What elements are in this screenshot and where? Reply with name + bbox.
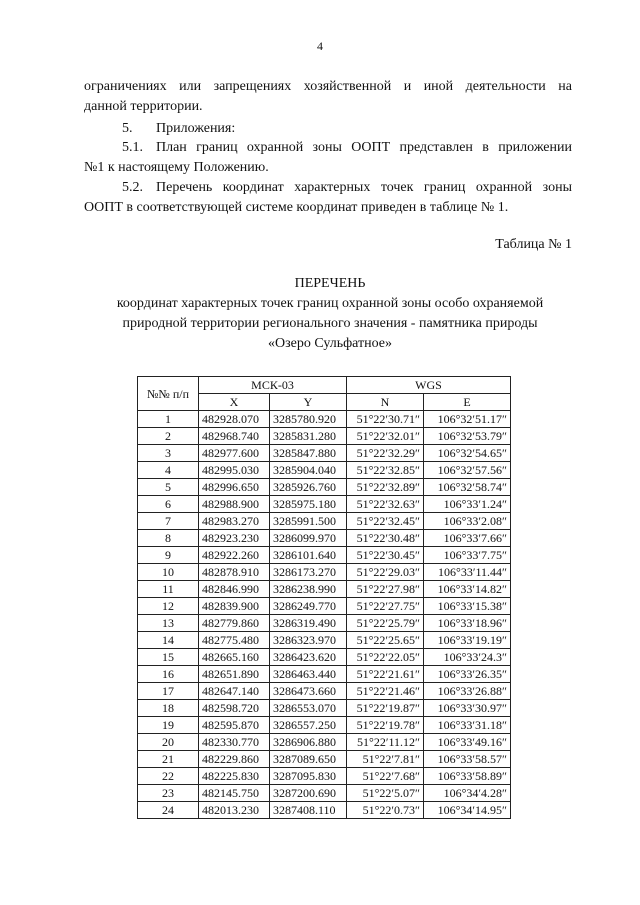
cell-n: 51°22′7.68″ <box>347 768 424 785</box>
cell-n: 51°22′32.45″ <box>347 513 424 530</box>
cell-x: 482995.030 <box>199 462 270 479</box>
cell-x: 482665.160 <box>199 649 270 666</box>
cell-y: 3286323.970 <box>270 632 347 649</box>
cell-x: 482923.230 <box>199 530 270 547</box>
table-row <box>138 802 511 819</box>
cell-y: 3286101.640 <box>270 547 347 564</box>
cell-n: 51°22′32.01″ <box>347 428 424 445</box>
cell-e: 106°33′30.97″ <box>424 700 511 717</box>
section-5-1-number: 5.1. <box>122 140 143 155</box>
cell-e: 106°33′58.57″ <box>424 751 511 768</box>
cell-y: 3287408.110 <box>270 802 347 819</box>
table-row <box>138 445 511 462</box>
cell-x: 482013.230 <box>199 802 270 819</box>
cell-e: 106°34′14.95″ <box>424 802 511 819</box>
cell-number: 4 <box>138 462 199 479</box>
cell-n: 51°22′30.45″ <box>347 547 424 564</box>
cell-n: 51°22′0.73″ <box>347 802 424 819</box>
table-label: Таблица № 1 <box>495 237 572 252</box>
cell-n: 51°22′25.79″ <box>347 615 424 632</box>
cell-x: 482878.910 <box>199 564 270 581</box>
cell-y: 3286099.970 <box>270 530 347 547</box>
header-n: N <box>347 394 424 411</box>
cell-x: 482846.990 <box>199 581 270 598</box>
table-row <box>138 547 511 564</box>
cell-x: 482145.750 <box>199 785 270 802</box>
header-wgs: WGS <box>347 377 511 394</box>
cell-e: 106°33′58.89″ <box>424 768 511 785</box>
title-line-4: «Озеро Сульфатное» <box>267 336 393 351</box>
cell-x: 482996.650 <box>199 479 270 496</box>
table-row <box>138 632 511 649</box>
cell-number: 24 <box>138 802 199 819</box>
cell-number: 23 <box>138 785 199 802</box>
cell-n: 51°22′22.05″ <box>347 649 424 666</box>
cell-e: 106°32′51.17″ <box>424 411 511 428</box>
cell-y: 3285926.760 <box>270 479 347 496</box>
cell-x: 482983.270 <box>199 513 270 530</box>
paragraph-end: данной территории. <box>84 99 203 114</box>
cell-e: 106°33′15.38″ <box>424 598 511 615</box>
cell-n: 51°22′11.12″ <box>347 734 424 751</box>
cell-e: 106°33′26.35″ <box>424 666 511 683</box>
cell-y: 3285780.920 <box>270 411 347 428</box>
cell-n: 51°22′19.87″ <box>347 700 424 717</box>
cell-number: 14 <box>138 632 199 649</box>
cell-y: 3286553.070 <box>270 700 347 717</box>
table-row <box>138 428 511 445</box>
header-x: X <box>199 394 270 411</box>
table-row <box>138 666 511 683</box>
cell-n: 51°22′32.89″ <box>347 479 424 496</box>
cell-e: 106°33′18.96″ <box>424 615 511 632</box>
table-row <box>138 683 511 700</box>
cell-number: 2 <box>138 428 199 445</box>
cell-n: 51°22′19.78″ <box>347 717 424 734</box>
cell-e: 106°33′49.16″ <box>424 734 511 751</box>
cell-e: 106°32′53.79″ <box>424 428 511 445</box>
cell-y: 3285904.040 <box>270 462 347 479</box>
cell-n: 51°22′21.46″ <box>347 683 424 700</box>
cell-e: 106°33′14.82″ <box>424 581 511 598</box>
cell-y: 3287089.650 <box>270 751 347 768</box>
cell-x: 482775.480 <box>199 632 270 649</box>
cell-number: 5 <box>138 479 199 496</box>
cell-number: 13 <box>138 615 199 632</box>
cell-x: 482225.830 <box>199 768 270 785</box>
cell-number: 10 <box>138 564 199 581</box>
cell-number: 12 <box>138 598 199 615</box>
table-row <box>138 717 511 734</box>
section-5-1-line2: №1 к настоящему Положению. <box>84 160 269 175</box>
table-row <box>138 462 511 479</box>
table-header-row <box>138 377 511 394</box>
cell-n: 51°22′5.07″ <box>347 785 424 802</box>
cell-number: 22 <box>138 768 199 785</box>
section-5-2-line1 <box>84 178 572 198</box>
cell-e: 106°32′54.65″ <box>424 445 511 462</box>
cell-e: 106°33′7.66″ <box>424 530 511 547</box>
cell-e: 106°32′57.56″ <box>424 462 511 479</box>
section-5-2-text: Перечень координат характерных точек границ охранной зоны <box>156 180 572 195</box>
cell-number: 7 <box>138 513 199 530</box>
section-5-1-line1 <box>84 138 572 158</box>
title-line-2: координат характерных точек границ охранной зоны особо охраняемой <box>116 296 544 311</box>
cell-y: 3286319.490 <box>270 615 347 632</box>
table-row <box>138 479 511 496</box>
table-row <box>138 649 511 666</box>
cell-y: 3287095.830 <box>270 768 347 785</box>
header-e: E <box>424 394 511 411</box>
cell-y: 3285847.880 <box>270 445 347 462</box>
table-row <box>138 513 511 530</box>
table-row <box>138 530 511 547</box>
cell-e: 106°33′24.3″ <box>424 649 511 666</box>
table-row <box>138 496 511 513</box>
table-row <box>138 411 511 428</box>
page-number: 4 <box>317 39 323 53</box>
cell-e: 106°33′19.19″ <box>424 632 511 649</box>
cell-y: 3286906.880 <box>270 734 347 751</box>
cell-number: 11 <box>138 581 199 598</box>
table-title <box>60 274 600 354</box>
table-row <box>138 734 511 751</box>
cell-y: 3285975.180 <box>270 496 347 513</box>
cell-e: 106°33′1.24″ <box>424 496 511 513</box>
cell-n: 51°22′30.48″ <box>347 530 424 547</box>
cell-number: 6 <box>138 496 199 513</box>
cell-e: 106°34′4.28″ <box>424 785 511 802</box>
cell-n: 51°22′27.75″ <box>347 598 424 615</box>
cell-number: 20 <box>138 734 199 751</box>
cell-y: 3286557.250 <box>270 717 347 734</box>
cell-e: 106°33′7.75″ <box>424 547 511 564</box>
table-row <box>138 615 511 632</box>
table-row <box>138 564 511 581</box>
title-line-1: ПЕРЕЧЕНЬ <box>294 276 366 291</box>
table-row <box>138 598 511 615</box>
cell-n: 51°22′32.63″ <box>347 496 424 513</box>
cell-x: 482651.890 <box>199 666 270 683</box>
section-5 <box>84 119 572 139</box>
cell-n: 51°22′32.29″ <box>347 445 424 462</box>
cell-n: 51°22′7.81″ <box>347 751 424 768</box>
cell-number: 9 <box>138 547 199 564</box>
cell-y: 3286423.620 <box>270 649 347 666</box>
cell-number: 8 <box>138 530 199 547</box>
cell-n: 51°22′25.65″ <box>347 632 424 649</box>
table-row <box>138 768 511 785</box>
cell-n: 51°22′27.98″ <box>347 581 424 598</box>
cell-e: 106°33′2.08″ <box>424 513 511 530</box>
header-number: №№ п/п <box>138 377 199 411</box>
cell-number: 21 <box>138 751 199 768</box>
table-row <box>138 785 511 802</box>
cell-x: 482977.600 <box>199 445 270 462</box>
cell-x: 482988.900 <box>199 496 270 513</box>
cell-y: 3286473.660 <box>270 683 347 700</box>
paragraph-continuation: ограничениях или запрещениях хозяйственной и иной деятельности на <box>84 79 572 94</box>
cell-n: 51°22′29.03″ <box>347 564 424 581</box>
cell-y: 3285991.500 <box>270 513 347 530</box>
table-row <box>138 751 511 768</box>
cell-number: 15 <box>138 649 199 666</box>
cell-y: 3286249.770 <box>270 598 347 615</box>
cell-x: 482922.260 <box>199 547 270 564</box>
section-5-text: Приложения: <box>156 121 236 136</box>
cell-x: 482598.720 <box>199 700 270 717</box>
coordinates-table <box>137 376 511 819</box>
cell-number: 1 <box>138 411 199 428</box>
cell-e: 106°33′31.18″ <box>424 717 511 734</box>
section-5-number: 5. <box>122 121 133 136</box>
table-row <box>138 700 511 717</box>
cell-y: 3286238.990 <box>270 581 347 598</box>
cell-x: 482595.870 <box>199 717 270 734</box>
cell-y: 3287200.690 <box>270 785 347 802</box>
cell-x: 482229.860 <box>199 751 270 768</box>
cell-number: 17 <box>138 683 199 700</box>
table-row <box>138 581 511 598</box>
cell-number: 3 <box>138 445 199 462</box>
cell-y: 3286173.270 <box>270 564 347 581</box>
cell-x: 482968.740 <box>199 428 270 445</box>
cell-number: 19 <box>138 717 199 734</box>
cell-e: 106°33′11.44″ <box>424 564 511 581</box>
cell-number: 18 <box>138 700 199 717</box>
cell-y: 3286463.440 <box>270 666 347 683</box>
section-5-1-text: План границ охранной зоны ООПТ представлен в приложении <box>156 140 572 155</box>
cell-n: 51°22′21.61″ <box>347 666 424 683</box>
cell-x: 482330.770 <box>199 734 270 751</box>
cell-n: 51°22′30.71″ <box>347 411 424 428</box>
cell-x: 482779.860 <box>199 615 270 632</box>
section-5-2-number: 5.2. <box>122 180 143 195</box>
cell-y: 3285831.280 <box>270 428 347 445</box>
cell-x: 482928.070 <box>199 411 270 428</box>
cell-number: 16 <box>138 666 199 683</box>
header-msk: МСК-03 <box>199 377 347 394</box>
cell-e: 106°33′26.88″ <box>424 683 511 700</box>
cell-e: 106°32′58.74″ <box>424 479 511 496</box>
section-5-2-line2: ООПТ в соответствующей системе координат приведен в таблице № 1. <box>84 200 509 215</box>
cell-n: 51°22′32.85″ <box>347 462 424 479</box>
cell-x: 482647.140 <box>199 683 270 700</box>
title-line-3: природной территории регионального значения - памятника природы <box>122 316 538 331</box>
cell-x: 482839.900 <box>199 598 270 615</box>
header-y: Y <box>270 394 347 411</box>
